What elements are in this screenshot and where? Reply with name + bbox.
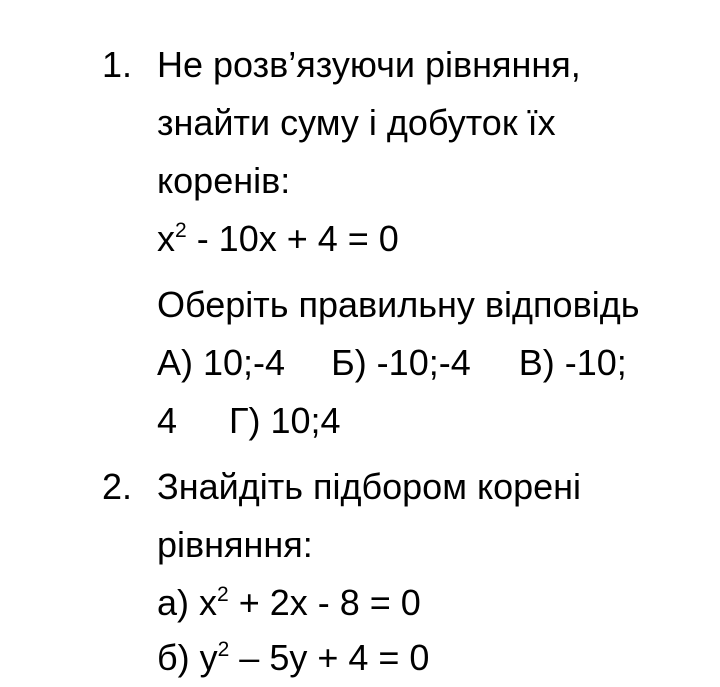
task-2-number: 2. (102, 466, 133, 507)
task-1-text-line-1: Не розв’язуючи рівняння, (157, 44, 581, 85)
option-c-part-2: 4 (157, 400, 178, 441)
task-2 (0, 458, 720, 684)
equation-b-exponent: 2 (217, 638, 230, 661)
option-c-part-1: В) -10; (518, 342, 627, 383)
task-2-equation-b (157, 629, 720, 684)
task-1-text-line-3: коренів: (157, 160, 291, 201)
task-1-options-line-2 (157, 392, 720, 458)
equation-base: x (157, 218, 175, 259)
equation-b-prefix: б) y (157, 637, 218, 678)
equation-rest: - 10x + 4 = 0 (186, 218, 399, 259)
equation-a-prefix: а) x (157, 582, 218, 623)
equation-b-rest: – 5y + 4 = 0 (229, 637, 430, 678)
option-d: Г) 10;4 (229, 400, 341, 441)
task-1-options-line (157, 334, 720, 392)
task-2-text-line-1: Знайдіть підбором корені (157, 466, 582, 507)
task-1-number: 1. (102, 44, 133, 85)
equation-a-exponent: 2 (217, 583, 229, 606)
option-a: А) 10;-4 (157, 342, 286, 383)
task-2-equation-a (157, 574, 720, 629)
task-1 (0, 36, 720, 458)
equation-exponent: 2 (175, 219, 187, 242)
task-list (0, 36, 720, 684)
task-1-prompt: Оберіть правильну відповідь (157, 284, 640, 325)
task-1-equation (157, 210, 720, 276)
task-2-text-line-2: рівняння: (157, 524, 313, 565)
option-b: Б) -10;-4 (331, 342, 471, 383)
equation-a-rest: + 2x - 8 = 0 (228, 582, 421, 623)
task-1-text-line-2: знайти суму і добуток їх (157, 102, 556, 143)
